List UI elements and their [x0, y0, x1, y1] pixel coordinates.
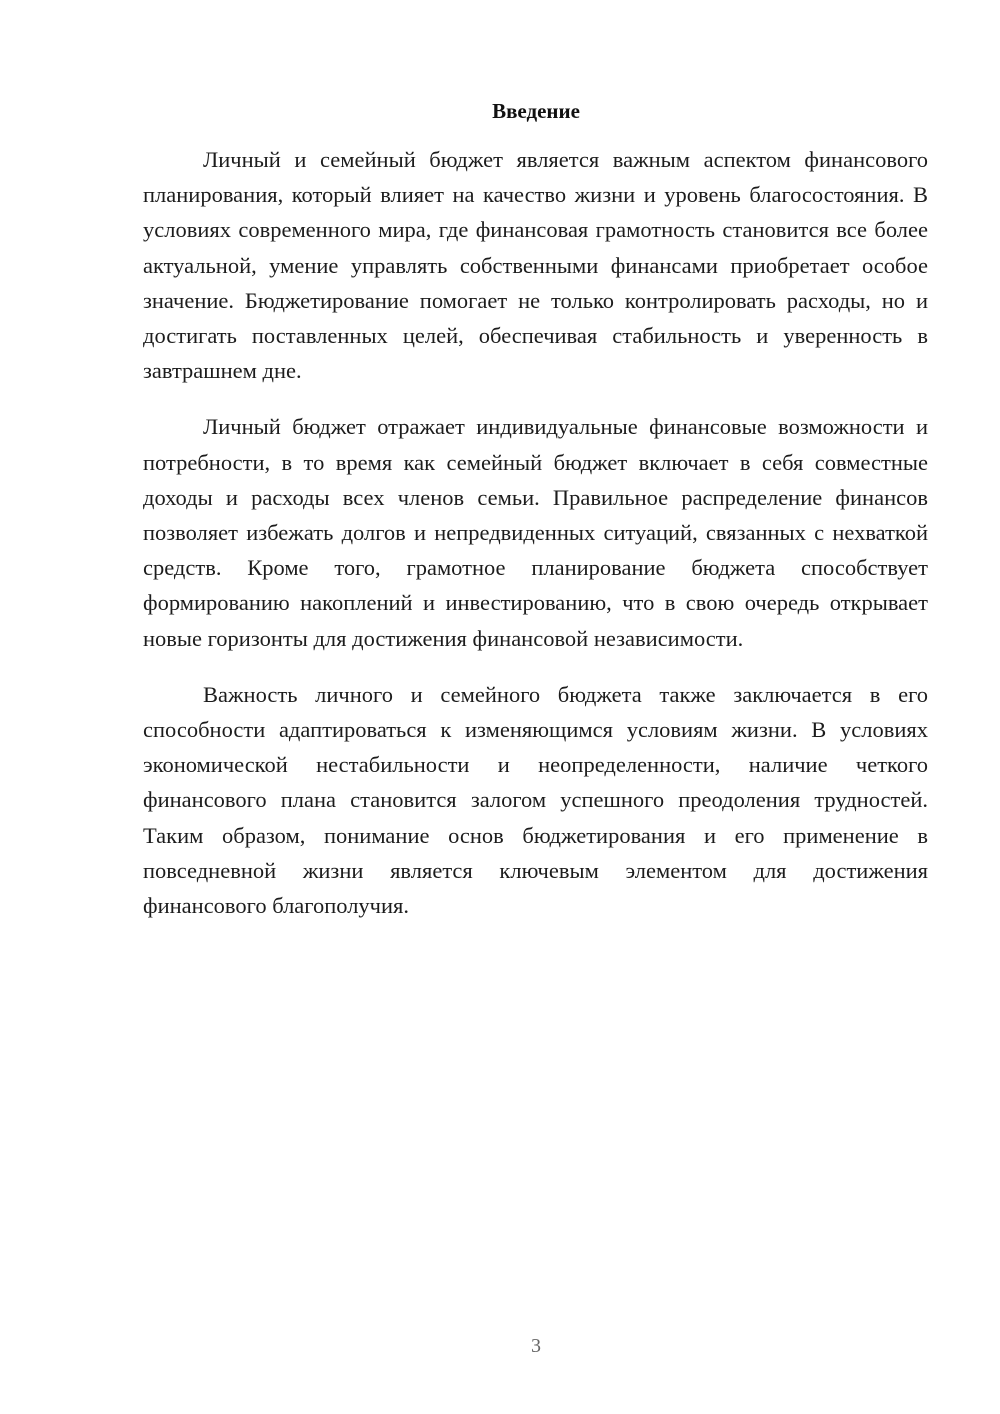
page-number: 3 — [531, 1335, 541, 1357]
body-text — [143, 142, 928, 944]
paragraph-1: Личный и семейный бюджет является важным аспектом финансового планирования, который влияет на качество жизни и уровень благосостояния. В условиях современного мира, где финансовая грамотность становится все более актуальной, умение управлять собственными финансами приобретает особое значение. Бюджетирование помогает не только контролировать расходы, но и достигать поставленных целей, обеспечивая стабильность и уверенность в завтрашнем дне. — [143, 147, 928, 384]
paragraph-2: Личный бюджет отражает индивидуальные финансовые возможности и потребности, в то время как семейный бюджет включает в себя совместные доходы и расходы всех членов семьи. Правильное распределение финансов позволяет избежать долгов и непредвиденных ситуаций, связанных с нехваткой средств. Кроме того, грамотное планирование бюджета способствует формированию накоплений и инвестированию, что в свою очередь открывает новые горизонты для достижения финансовой независимости. — [143, 414, 928, 651]
paragraph-3: Важность личного и семейного бюджета также заключается в его способности адаптироваться к изменяющимся условиям жизни. В условиях экономической нестабильности и неопределенности, наличие четкого финансового плана становится залогом успешного преодоления трудностей. Таким образом, понимание основ бюджетирования и его применение в повседневной жизни является ключевым элементом для достижения финансового благополучия. — [143, 681, 928, 919]
section-heading: Введение — [492, 99, 580, 123]
